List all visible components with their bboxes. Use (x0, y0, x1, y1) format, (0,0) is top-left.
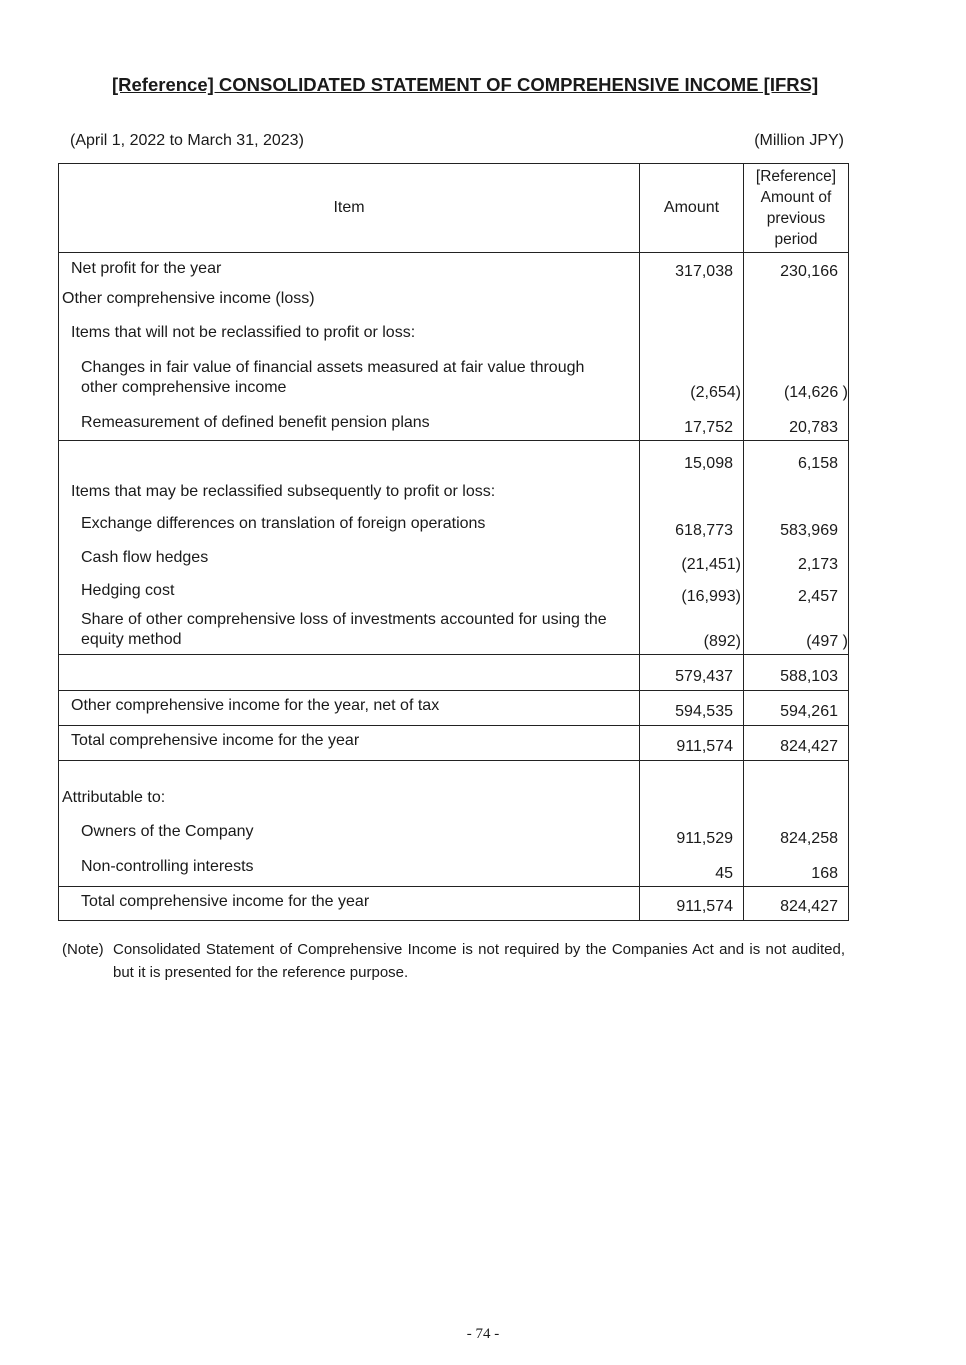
statement-title: [Reference] CONSOLIDATED STATEMENT OF COMPREHENSIVE INCOME [IFRS] (112, 74, 819, 95)
table-row (59, 578, 849, 608)
table-row (59, 820, 849, 854)
table-row (59, 691, 849, 726)
table-row (59, 354, 849, 411)
comprehensive-income-table (58, 163, 849, 921)
header-amount: Amount (640, 164, 744, 253)
row-label: Total comprehensive income for the year (81, 893, 370, 910)
row-amount: 911,574 (676, 898, 733, 915)
row-previous: 824,427 (780, 898, 838, 915)
page-number: - 74 - (466, 1326, 500, 1342)
row-amount: 45 (715, 864, 733, 882)
row-label: Other comprehensive income for the year, net of tax (71, 697, 440, 714)
reporting-period: (April 1, 2022 to March 31, 2023) (70, 132, 304, 149)
table-row (59, 509, 849, 544)
row-previous: 2,173 (797, 555, 838, 573)
row-amount: 594,535 (675, 703, 733, 720)
row-previous: 824,258 (780, 829, 838, 847)
table-row (59, 761, 849, 820)
row-amount: (21,451) (681, 555, 741, 573)
row-previous: 2,457 (797, 587, 838, 605)
row-amount: 15,098 (684, 455, 733, 472)
row-amount: 911,574 (676, 738, 733, 755)
row-label: Total comprehensive income for the year (71, 732, 360, 749)
row-amount: (16,993) (681, 587, 741, 605)
table-row (59, 476, 849, 509)
table-row (59, 887, 849, 921)
row-label: Share of other comprehensive loss of investments accounted for using the equity method (81, 610, 607, 648)
row-previous: 594,261 (780, 703, 838, 720)
table-row (59, 441, 849, 476)
footnote-text: Consolidated Statement of Comprehensive Income is not required by the Companies Act and is not audited, but it is presented for the reference purpose. (113, 941, 845, 981)
row-label: Net profit for the year (71, 260, 222, 277)
row-previous: 824,427 (780, 738, 838, 755)
row-previous: 168 (811, 864, 838, 882)
row-amount: 317,038 (675, 263, 733, 280)
row-previous: 6,158 (797, 455, 838, 472)
row-label: Exchange differences on translation of foreign operations (81, 514, 486, 532)
table-row (59, 608, 849, 655)
footnote-label: (Note) (62, 941, 104, 958)
row-label: Non-controlling interests (81, 857, 254, 875)
header-item: Item (59, 164, 640, 253)
table-row (59, 284, 849, 318)
row-previous: 230,166 (780, 263, 838, 280)
row-previous: 20,783 (789, 418, 838, 436)
row-label: Other comprehensive income (loss) (62, 289, 315, 307)
row-amount: 911,529 (676, 829, 733, 847)
row-previous: 588,103 (780, 668, 838, 685)
table-row (59, 411, 849, 441)
table-row (59, 726, 849, 761)
row-label: Items that will not be reclassified to profit or loss: (71, 323, 416, 341)
table-row (59, 253, 849, 284)
row-amount: 17,752 (684, 418, 733, 436)
currency-unit: (Million JPY) (754, 132, 844, 149)
row-amount: (2,654) (690, 383, 741, 401)
row-label: Attributable to: (62, 789, 166, 806)
row-label: Remeasurement of defined benefit pension plans (81, 413, 430, 431)
row-label: Hedging cost (81, 581, 175, 599)
table-header-row (59, 164, 849, 253)
row-previous: (497 ) (806, 632, 848, 650)
table-row (59, 655, 849, 691)
row-label: Items that may be reclassified subsequently to profit or loss: (71, 482, 496, 500)
footnote (62, 938, 845, 984)
row-label: Cash flow hedges (81, 548, 209, 566)
row-label: Changes in fair value of financial assets measured at fair value through other comprehensive income (81, 358, 585, 396)
row-amount: 579,437 (675, 668, 733, 685)
header-previous-period: [Reference] Amount of previous period (744, 164, 849, 253)
row-amount: 618,773 (675, 521, 733, 539)
row-label: Owners of the Company (81, 822, 254, 840)
row-amount: (892) (703, 632, 741, 650)
table-row (59, 544, 849, 578)
row-previous: (14,626 ) (783, 383, 848, 401)
table-row (59, 854, 849, 887)
table-row (59, 318, 849, 354)
row-previous: 583,969 (780, 521, 838, 539)
